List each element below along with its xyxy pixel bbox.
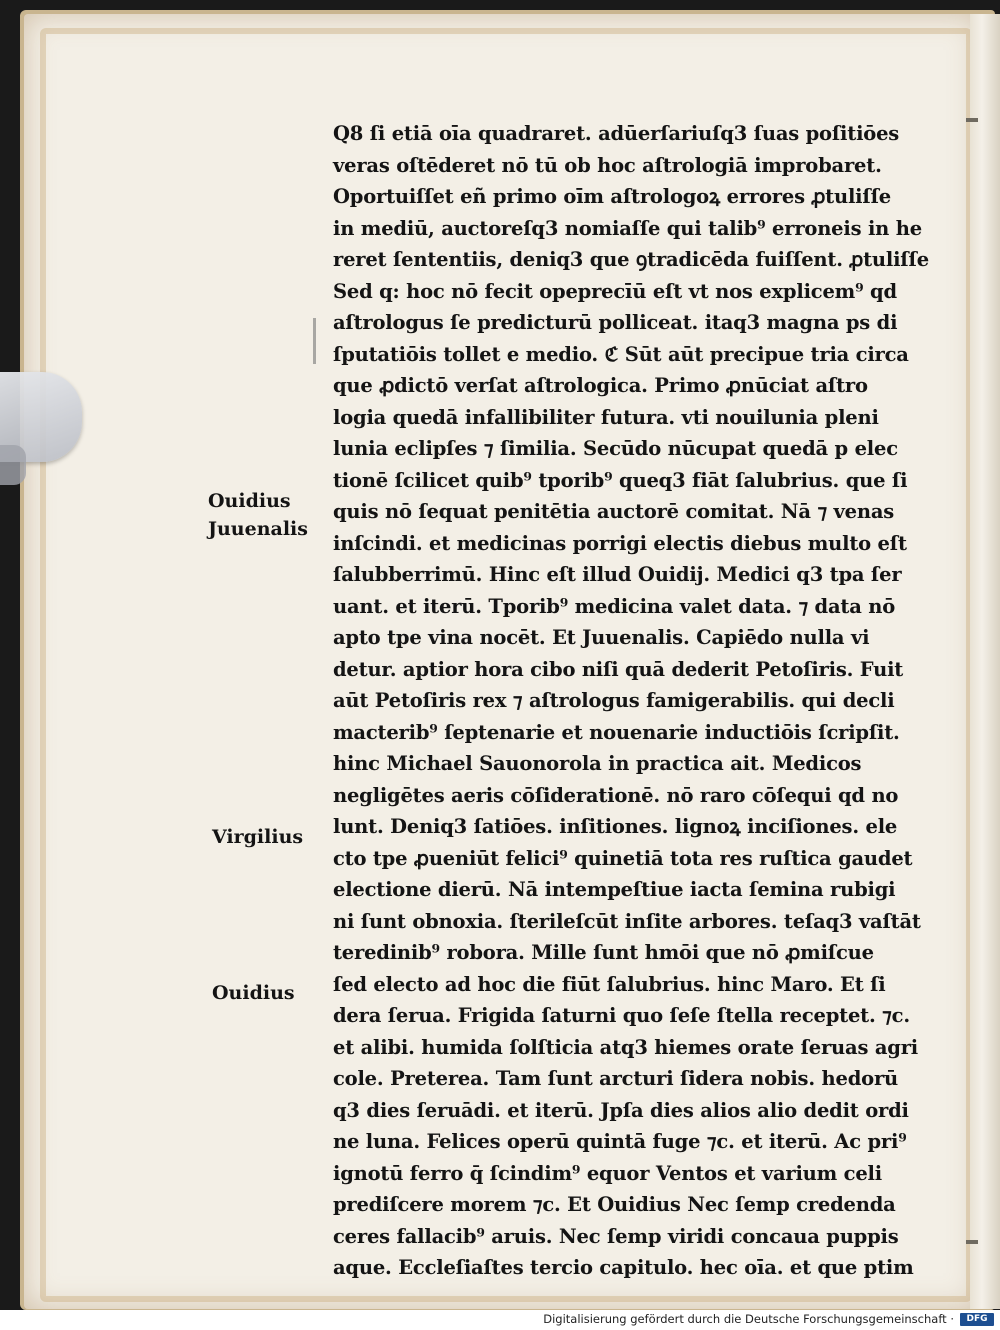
text-line: Oportuiſſet eñ primo oīm aſtrologoꝝ errores ꝓtuliſſe <box>333 185 891 208</box>
text-line: ſputatiōis tollet e medio. ℭ Sūt aūt precipue tria circa <box>333 342 909 366</box>
text-line: reret ſententiis, deniq3 que ꝯtradicēda fuiſſent. ꝓtuliſſe <box>333 248 929 271</box>
marginal-note-ovidius: Ouidius <box>208 490 291 512</box>
text-line: macterib⁹ ſeptenarie et nouenarie inductiōis ſcripſit. <box>333 720 900 744</box>
text-line: Sed q: hoc nō fecit opeprecīū eſt vt nos explicem⁹ qd <box>333 279 897 303</box>
text-line: prediſcere morem ⁊c. Et Ouidius Nec ſemp credenda <box>333 1193 896 1216</box>
text-line: lunt. Deniq3 ſatiōes. inſitiones. lignoꝝ inciſiones. ele <box>333 815 898 838</box>
text-line: ceres fallacib⁹ aruis. Nec ſemp viridi concaua puppis <box>333 1224 899 1248</box>
text-line: q3 dies ſeruādi. et iterū. Jpſa dies alios alio dedit ordi <box>333 1098 909 1122</box>
text-line: ſalubberrimū. Hinc eſt illud Ouidij. Medici q3 tpa ſer <box>333 563 902 586</box>
text-line: aūt Petoſiris rex ⁊ aſtrologus famigerabilis. qui decli <box>333 689 895 712</box>
text-line: Q8 ſi etiā oīa quadraret. adūerſariuſq3 ſuas poſitiōes <box>333 122 900 145</box>
marginal-note-virgilius: Virgilius <box>212 826 304 848</box>
text-line: detur. aptior hora cibo niſi quā dederit Petoſiris. Fuit <box>333 657 904 681</box>
text-line: ne luna. Felices operū quintā fuge ⁊c. et iterū. Ac pri⁹ <box>333 1130 907 1153</box>
binding-stitch <box>966 1240 978 1244</box>
pen-mark <box>313 318 316 364</box>
text-line: que ꝓdictō verſat aſtrologica. Primo ꝓnūciat aſtro <box>333 374 868 397</box>
text-line: ſed electo ad hoc die fiūt ſalubrius. hinc Maro. Et ſi <box>333 972 886 996</box>
text-line: lunia eclipſes ⁊ ſimilia. Secūdo nūcupat quedā p elec <box>333 437 898 460</box>
binding-gutter <box>970 14 1000 1309</box>
text-line: uant. et iterū. Tporib⁹ medicina valet data. ⁊ data nō <box>333 594 896 618</box>
text-line: logia quedā infallibiliter futura. vti nouilunia pleni <box>333 405 879 429</box>
text-line: veras oſtēderet nō tū ob hoc aſtrologiā improbaret. <box>333 153 882 177</box>
text-line: tionē ſcilicet quib⁹ tporib⁹ queq3 fiāt ſalubrius. que ſi <box>333 468 908 492</box>
text-line: in mediū, auctoreſq3 nomiaſſe qui talib⁹ erroneis in he <box>333 216 922 240</box>
text-line: apto tpe vina nocēt. Et Juuenalis. Capiēdo nulla vi <box>333 626 870 649</box>
text-line: ignotū ferro q̄ ſcindim⁹ equor Ventos et varium celi <box>333 1161 882 1185</box>
text-line: aque. Eccleſiaſtes tercio capitulo. hec oīa. et que ptim <box>333 1256 914 1279</box>
text-line: hinc Michael Sauonorola in practica ait. Medicos <box>333 752 862 775</box>
text-line: dera ſerua. Frigida ſaturni quo ſeſe ſtella receptet. ⁊c. <box>333 1004 910 1027</box>
funding-credit: Digitalisierung gefördert durch die Deutsche Forschungsgemeinschaft · <box>543 1312 954 1326</box>
text-line: et alibi. humida ſolſticia atq3 hiemes orate ſeruas agri <box>333 1035 918 1059</box>
text-line: electione dierū. Nā intempeſtiue iacta ſemina rubigi <box>333 878 896 901</box>
binding-stitch <box>966 118 978 122</box>
text-line: aſtrologus ſe predicturū polliceat. itaq3 magna ps di <box>333 311 898 334</box>
dfg-logo: DFG <box>960 1313 994 1326</box>
text-line: negligētes aeris cōſiderationē. nō raro cōſequi qd no <box>333 783 899 807</box>
marginal-note-ovidius: Ouidius <box>212 982 295 1004</box>
text-line: cole. Preterea. Tam ſunt arcturi ſidera nobis. hedorū <box>333 1067 898 1090</box>
page-clip-tip <box>0 445 26 485</box>
text-line: teredinib⁹ robora. Mille ſunt hmōi que nō ꝓmiſcue <box>333 941 874 964</box>
text-line: quis nō ſequat penitētia auctorē comitat. Nā ⁊ venas <box>333 500 895 523</box>
text-line: inſcindi. et medicinas porrigi electis diebus multo eſt <box>333 531 907 555</box>
main-text-block <box>333 118 929 1284</box>
text-line: cto tpe ꝓueniūt felici⁹ quinetiā tota res ruſtica gaudet <box>333 846 913 870</box>
marginal-note-juvenalis: Juuenalis <box>208 518 308 540</box>
digitization-footer <box>0 1310 1000 1330</box>
text-line: ni ſunt obnoxia. ſterileſcūt inſite arbores. teſaq3 vaſtāt <box>333 909 921 933</box>
